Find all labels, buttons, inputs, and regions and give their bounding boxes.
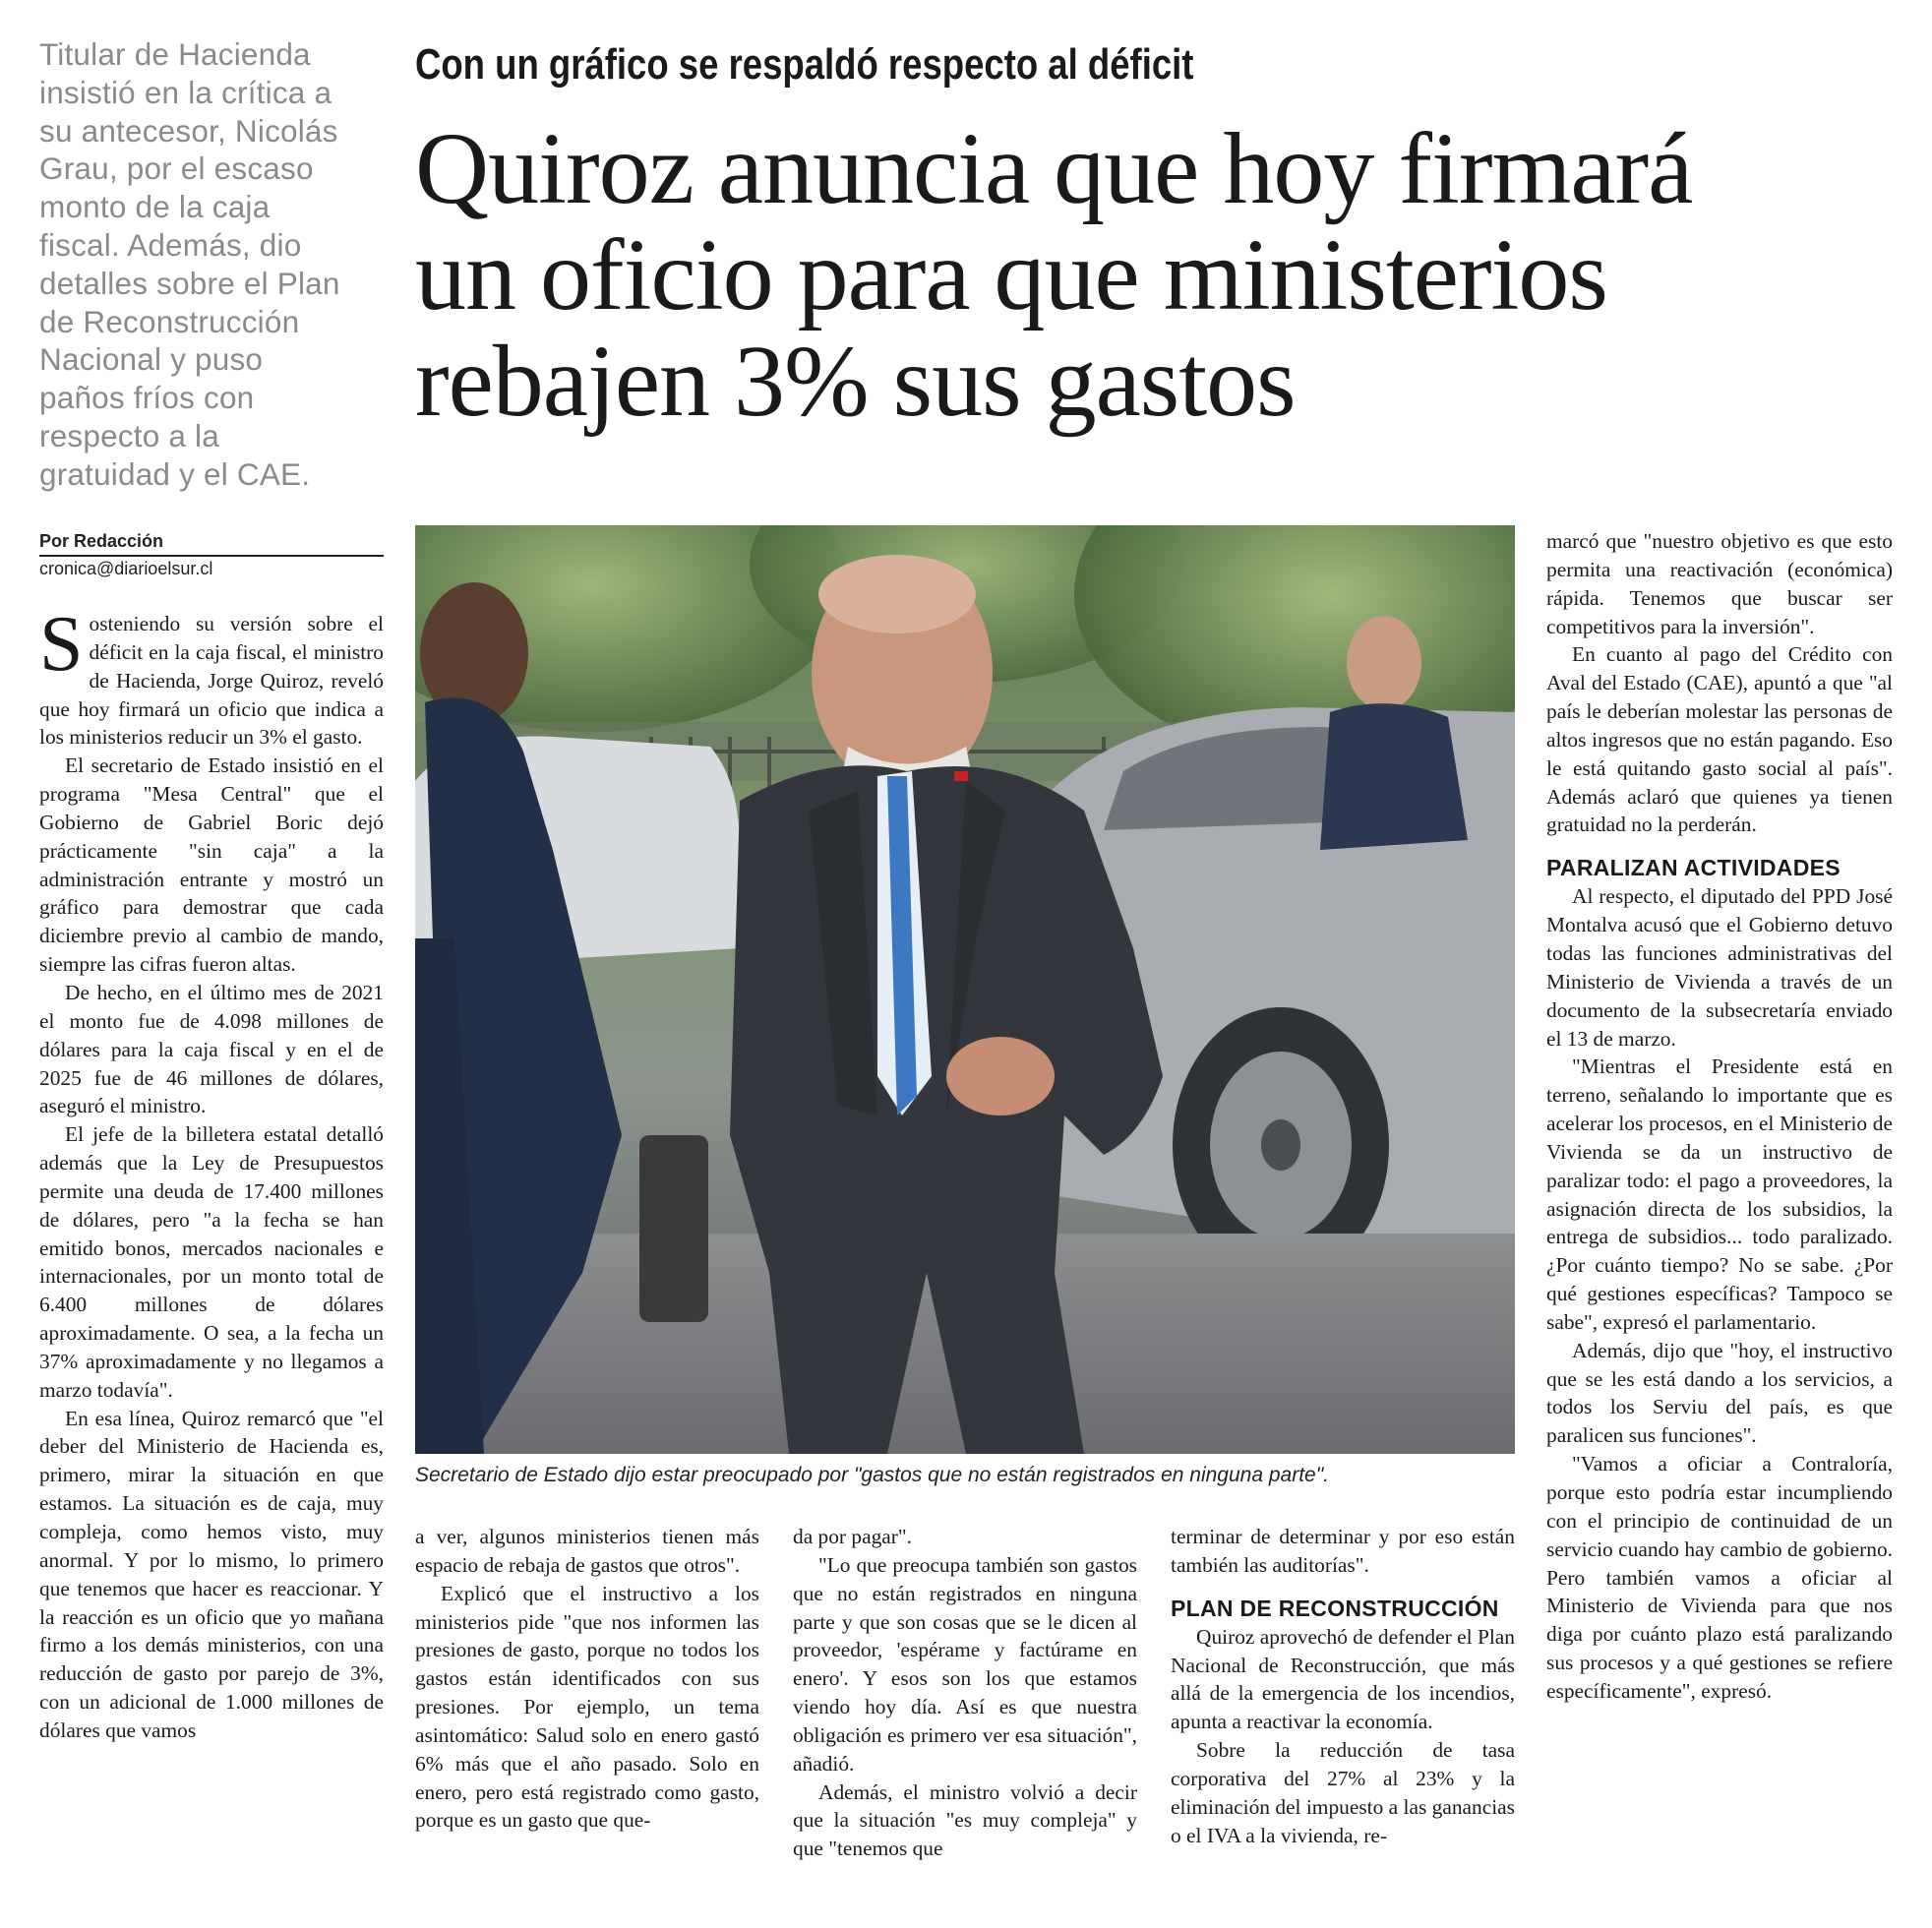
article-kicker: Con un gráfico se respaldó respecto al déficit bbox=[415, 40, 1194, 89]
article-paragraph: Al respecto, el diputado del PPD José Montalva acusó que el Gobierno detuvo todas las funciones administrativas del Ministerio de Vivienda a través de un documento de la subsecretaría enviado el 13 de marzo. bbox=[1546, 884, 1893, 1051]
article-headline: Quiroz anuncia que hoy firmará un oficio para que ministerios rebajen 3% sus gastos bbox=[415, 112, 1693, 438]
article-column-2 bbox=[415, 1523, 759, 1835]
section-heading: PARALIZAN ACTIVIDADES bbox=[1546, 855, 1841, 881]
article-paragraph: da por pagar". bbox=[793, 1525, 912, 1548]
article-paragraph: "Lo que preocupa también son gastos que no están registrados en ninguna parte y que son cosas que se le dicen al proveedor, 'espérame y factúrame en enero'. Y esos son los que estamos viendo hoy día. Así es que nuestra obligación es primero ver esa situación", añadió. bbox=[793, 1552, 1137, 1776]
byline-email: cronica@diarioelsur.cl bbox=[39, 559, 213, 578]
article-paragraph: a ver, algunos ministerios tienen más espacio de rebaja de gastos que otros". bbox=[415, 1525, 759, 1577]
article-column-1 bbox=[39, 601, 384, 1745]
article-paragraph: El jefe de la billetera estatal detalló además que la Ley de Presupuestos permite una deuda de 17.400 millones de dólares, pero "a la fecha se han emitido bonos, mercados nacionales e internacionales, por un monto total de 6.400 millones de dólares aproximadamente. O sea, a la fecha un 37% aproximadamente y no llegamos a marzo todavía". bbox=[39, 1122, 384, 1402]
article-paragraph: marcó que "nuestro objetivo es que esto permita una reactivación (económica) rápida. Tenemos que buscar ser competitivos para la inversión". bbox=[1546, 529, 1893, 638]
article-paragraph: terminar de determinar y por eso están también las auditorías". bbox=[1171, 1525, 1515, 1577]
article-paragraph: En esa línea, Quiroz remarcó que "el deber del Ministerio de Hacienda es, primero, mirar la situación en que estamos. La situación es de caja, muy compleja, como hemos visto, muy anormal. Y por lo mismo, lo primero que tenemos que hacer es reaccionar. Y la reacción es un oficio que yo mañana firmo a los demás ministerios, con una reducción de gasto por parejo de 3%, con un adicional de 1.000 millones de dólares que vamos bbox=[39, 1406, 384, 1742]
article-paragraph: Además, el ministro volvió a decir que la situación "es muy compleja" y que "tenemos que bbox=[793, 1779, 1137, 1861]
article-paragraph: De hecho, en el último mes de 2021 el monto fue de 4.098 millones de dólares para la caja fiscal y en el de 2025 fue de 46 millones de dólares, aseguró el ministro. bbox=[39, 980, 384, 1118]
article-column-3 bbox=[793, 1523, 1137, 1863]
article-column-5 bbox=[1546, 527, 1893, 1706]
article-deck: Titular de Hacienda insistió en la crítica a su antecesor, Nicolás Grau, por el escaso monto de la caja fiscal. Además, dio detalles sobre el Plan de Reconstrucción Nacional y puso paños fríos con respecto a la gratuidad y el CAE. bbox=[39, 36, 340, 492]
article-paragraph: Explicó que el instructivo a los ministerios pide "que nos informen las presiones de gasto, porque no todos los gastos están identificados con sus presiones. Por ejemplo, un tema asintomático: Salud solo en enero gastó 6% más que el año pasado. Solo en enero, pero está registrado como gasto, porque es un gasto que que- bbox=[415, 1581, 759, 1833]
byline-author: Por Redacción bbox=[39, 531, 164, 551]
article-paragraph: Además, dijo que "hoy, el instructivo que se les está dando a los servicios, a todos los Serviu del país, es que paralicen sus funciones". bbox=[1546, 1338, 1893, 1448]
article-paragraph: El secretario de Estado insistió en el programa "Mesa Central" que el Gobierno de Gabriel Boric dejó prácticamente "sin caja" a la administración entrante y mostró un gráfico para demostrar que cada diciembre previo al cambio de mando, siempre las cifras fueron altas. bbox=[39, 753, 384, 977]
drop-cap: S bbox=[39, 601, 84, 688]
photo-caption: Secretario de Estado dijo estar preocupado por "gastos que no están registrados en ninguna parte". bbox=[415, 1464, 1330, 1486]
article-photo bbox=[415, 525, 1515, 1454]
article-paragraph: "Vamos a oficiar a Contraloría, porque esto podría estar incumpliendo con el principio de continuidad de un servicio cuando hay cambio de gobierno. Pero también vamos a oficiar al Ministerio de Vivienda para que nos diga por cuánto plazo está paralizando sus procesos y a qué gestiones se refiere específicamente", expresó. bbox=[1546, 1452, 1893, 1703]
photo-illustration bbox=[415, 525, 1515, 1454]
article-paragraph: En cuanto al pago del Crédito con Aval del Estado (CAE), apuntó a que "al país le deberían molestar las personas de altos ingresos que no están pagando. Eso le está quitando gasto social al país". Además aclaró que quienes ya tienen gratuidad no la perderán. bbox=[1546, 642, 1893, 837]
article-paragraph: Sobre la reducción de tasa corporativa del 27% al 23% y la eliminación del impuesto a las ganancias o el IVA a la vivienda, re- bbox=[1171, 1738, 1515, 1847]
article-paragraph: Quiroz aprovechó de defender el Plan Nacional de Reconstrucción, que más allá de la emergencia de los incendios, apunta a reactivar la economía. bbox=[1171, 1624, 1515, 1734]
section-heading: PLAN DE RECONSTRUCCIÓN bbox=[1171, 1595, 1499, 1621]
article-paragraph: "Mientras el Presidente está en terreno, señalando lo importante que es acelerar los procesos, en el Ministerio de Vivienda se da un instructivo de paralizar todo: el pago a proveedores, la asignación directa de los subsidios, la entrega de subsidios... todo paralizado. ¿Por cuánto tiempo? No se sabe. ¿Por qué gestiones específicas? Tampoco se sabe", expresó el parlamentario. bbox=[1546, 1054, 1893, 1334]
byline bbox=[39, 531, 384, 557]
article-column-4 bbox=[1171, 1523, 1515, 1849]
article-paragraph: Sosteniendo su versión sobre el déficit en la caja fiscal, el ministro de Hacienda, Jorge Quiroz, reveló que hoy firmará un oficio que indica a los ministerios reducir un 3% el gasto. bbox=[39, 601, 384, 750]
